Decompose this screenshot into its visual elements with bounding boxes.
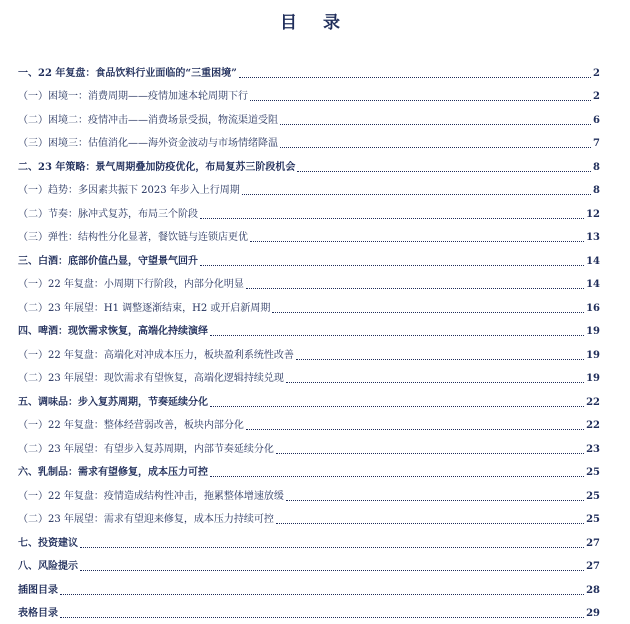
toc-subsection-entry[interactable] — [18, 268, 600, 292]
toc-entry-label: 二、23 年策略：景气周期叠加防疫优化，布局复苏三阶段机会 — [18, 161, 296, 173]
toc-page-number: 7 — [593, 138, 600, 149]
toc-entry-label: 表格目录 — [18, 608, 58, 619]
dot-leader — [297, 171, 591, 172]
dot-leader — [80, 570, 584, 571]
toc-subsection-entry[interactable] — [18, 291, 600, 315]
toc-section-entry[interactable] — [18, 150, 600, 174]
dot-leader — [60, 594, 584, 595]
toc-section-entry[interactable] — [18, 456, 600, 480]
toc-subsection-entry[interactable] — [18, 479, 600, 503]
toc-entry-label: （三）弹性：结构性分化显著，餐饮链与连锁店更优 — [18, 232, 248, 243]
toc-entry-label: （一）22 年复盘：小周期下行阶段，内部分化明显 — [18, 279, 244, 290]
toc-entry-label: 七、投资建议 — [18, 537, 78, 549]
table-of-contents — [18, 56, 600, 620]
toc-subsection-entry[interactable] — [18, 338, 600, 362]
toc-entry-label: （二）23 年展望：需求有望迎来修复，成本压力持续可控 — [18, 514, 274, 525]
dot-leader — [276, 453, 584, 454]
dot-leader — [272, 312, 584, 313]
toc-page-number: 19 — [586, 373, 600, 384]
toc-page-number: 29 — [586, 608, 600, 619]
dot-leader — [60, 617, 584, 618]
dot-leader — [286, 382, 584, 383]
toc-entry-label: （一）趋势：多因素共振下 2023 年步入上行周期 — [18, 185, 240, 196]
toc-section-entry[interactable] — [18, 315, 600, 339]
toc-entry-label: （三）困境三：估值消化——海外资金波动与市场情绪降温 — [18, 138, 278, 149]
toc-page-number: 16 — [586, 302, 600, 314]
dot-leader — [276, 523, 584, 524]
toc-entry-label: 八、风险提示 — [18, 561, 78, 572]
toc-page-number: 22 — [586, 396, 600, 408]
dot-leader — [210, 406, 584, 407]
dot-leader — [242, 194, 591, 195]
toc-entry-label: （二）23 年展望：有望步入复苏周期，内部节奏延续分化 — [18, 443, 274, 455]
toc-section-entry[interactable] — [18, 550, 600, 574]
dot-leader — [210, 476, 584, 477]
toc-page-number: 27 — [586, 561, 600, 572]
toc-section-entry[interactable] — [18, 385, 600, 409]
toc-subsection-entry[interactable] — [18, 80, 600, 104]
toc-page-number: 25 — [586, 490, 600, 502]
toc-entry-label: 插图目录 — [18, 584, 58, 596]
toc-entry-label: （二）节奏：脉冲式复苏，布局三个阶段 — [18, 208, 198, 220]
dot-leader — [250, 100, 591, 101]
toc-section-entry[interactable] — [18, 573, 600, 597]
toc-page-number: 28 — [586, 584, 600, 596]
toc-entry-label: （一）22 年复盘：整体经营弱改善，板块内部分化 — [18, 420, 244, 431]
toc-page-number: 22 — [586, 420, 600, 431]
toc-entry-label: 六、乳制品：需求有望修复，成本压力可控 — [18, 467, 208, 478]
dot-leader — [246, 429, 584, 430]
toc-entry-label: （二）23 年展望：现饮需求有望恢复，高端化逻辑持续兑现 — [18, 373, 284, 384]
toc-section-entry[interactable] — [18, 244, 600, 268]
toc-entry-label: 三、白酒：底部价值凸显，守望景气回升 — [18, 255, 198, 267]
toc-entry-label: （二）困境二：疫情冲击——消费场景受损，物流渠道受阻 — [18, 114, 278, 126]
toc-subsection-entry[interactable] — [18, 197, 600, 221]
toc-entry-label: （一）22 年复盘：疫情造成结构性冲击，拖累整体增速放缓 — [18, 490, 284, 502]
dot-leader — [296, 359, 584, 360]
toc-page-number: 19 — [586, 349, 600, 361]
toc-entry-label: （一）22 年复盘：高端化对冲成本压力，板块盈利系统性改善 — [18, 349, 294, 361]
toc-subsection-entry[interactable] — [18, 221, 600, 245]
dot-leader — [200, 265, 584, 266]
toc-subsection-entry[interactable] — [18, 503, 600, 527]
dot-leader — [210, 335, 584, 336]
dot-leader — [250, 241, 584, 242]
toc-entry-label: （一）困境一：消费周期——疫情加速本轮周期下行 — [18, 91, 248, 102]
dot-leader — [200, 218, 584, 219]
toc-section-entry[interactable] — [18, 56, 600, 80]
toc-subsection-entry[interactable] — [18, 432, 600, 456]
toc-page-number: 23 — [586, 443, 600, 455]
toc-page-number: 27 — [586, 537, 600, 549]
toc-entry-label: 一、22 年复盘：食品饮料行业面临的“三重困境” — [18, 67, 237, 79]
toc-page-number: 12 — [586, 208, 600, 220]
dot-leader — [239, 77, 591, 78]
toc-heading: 目 录 — [280, 13, 350, 33]
toc-section-entry[interactable] — [18, 526, 600, 550]
toc-page-number: 8 — [593, 185, 600, 196]
dot-leader — [280, 124, 591, 125]
toc-subsection-entry[interactable] — [18, 103, 600, 127]
toc-page-number: 14 — [586, 279, 600, 290]
toc-entry-label: 四、啤酒：现饮需求恢复，高端化持续演绎 — [18, 326, 208, 337]
toc-page-number: 14 — [586, 255, 600, 267]
toc-page-number: 25 — [586, 514, 600, 525]
toc-page-number: 2 — [593, 91, 600, 102]
toc-page-number: 6 — [593, 114, 600, 126]
dot-leader — [286, 500, 584, 501]
toc-entry-label: 五、调味品：步入复苏周期，节奏延续分化 — [18, 396, 208, 408]
toc-entry-label: （二）23 年展望：H1 调整逐渐结束，H2 或开启新周期 — [18, 302, 271, 314]
toc-subsection-entry[interactable] — [18, 362, 600, 386]
toc-subsection-entry[interactable] — [18, 174, 600, 198]
toc-section-entry[interactable] — [18, 597, 600, 621]
toc-page-number: 8 — [593, 161, 600, 173]
toc-subsection-entry[interactable] — [18, 127, 600, 151]
toc-subsection-entry[interactable] — [18, 409, 600, 433]
dot-leader — [80, 547, 584, 548]
toc-page-number: 13 — [586, 232, 600, 243]
toc-page-number: 25 — [586, 467, 600, 478]
toc-page-number: 19 — [586, 326, 600, 337]
toc-page-number: 2 — [593, 67, 600, 79]
dot-leader — [280, 147, 591, 148]
dot-leader — [246, 288, 584, 289]
